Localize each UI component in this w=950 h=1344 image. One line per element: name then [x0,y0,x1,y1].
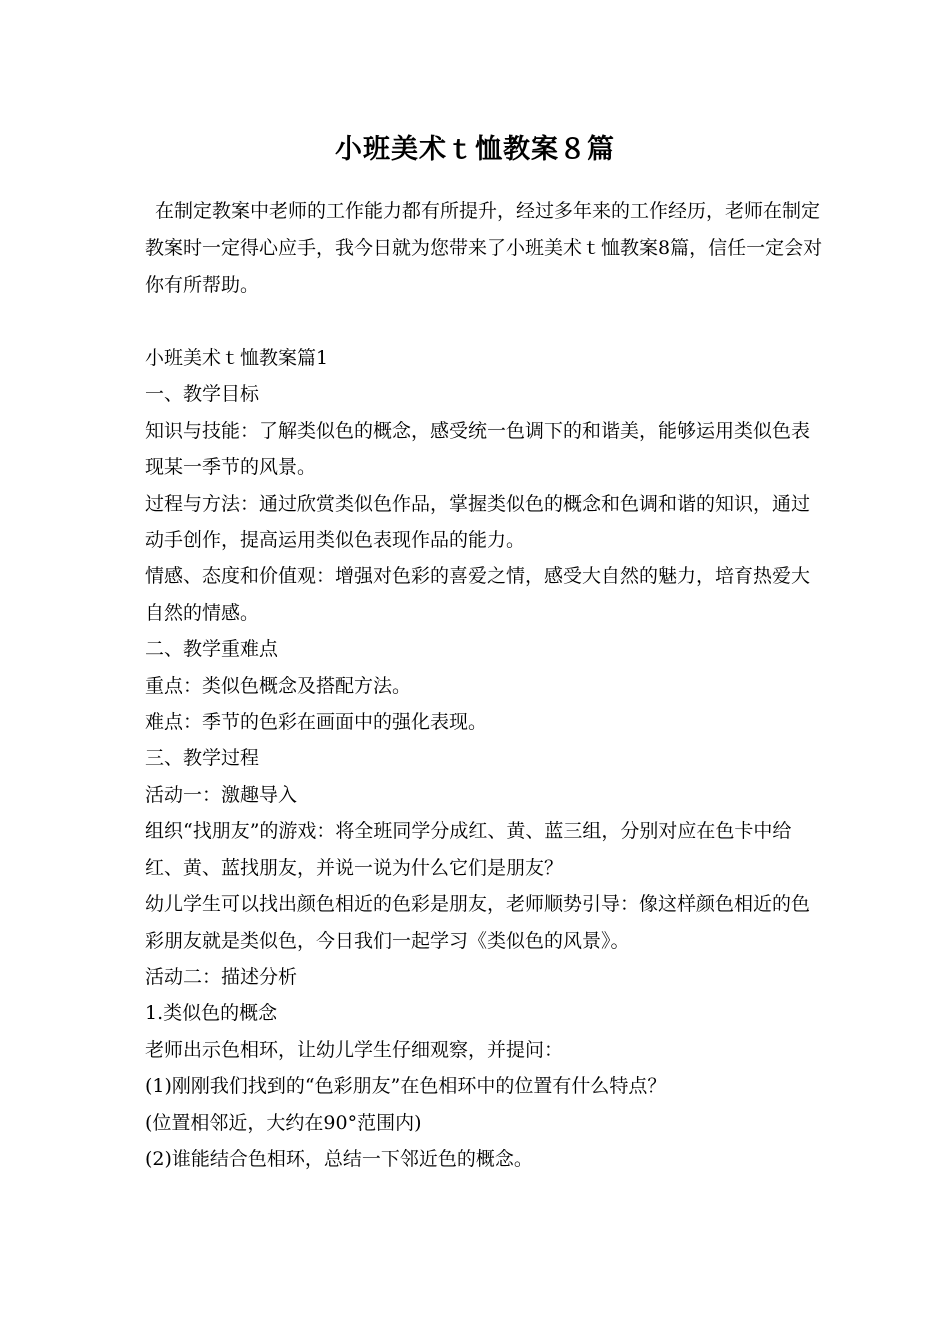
body-paragraph: 幼儿学生可以找出颜色相近的色彩是朋友，老师顺势引导：像这样颜色相近的色彩朋友就是类似色，今日我们一起学习《类似色的风景》。 [145,893,811,952]
body-paragraph: 组织“找朋友”的游戏：将全班同学分成红、黄、蓝三组，分别对应在色卡中给红、黄、蓝找朋友，并说一说为什么它们是朋友？ [145,820,792,879]
body-paragraph: 知识与技能：了解类似色的概念，感受统一色调下的和谐美，能够运用类似色表现某一季节的风景。 [145,419,811,479]
document-body [145,340,825,1177]
intro-paragraph: 在制定教案中老师的工作能力都有所提升，经过多年来的工作经历，老师在制定教案时一定得心应手，我今日就为您带来了小班美术ｔ恤教案8篇，信任一定会对你有所帮助。 [145,200,823,296]
body-paragraph: 一、教学目标 [145,383,260,406]
body-paragraph: 情感、态度和价值观：增强对色彩的喜爱之情，感受大自然的魅力，培育热爱大自然的情感。 [145,565,811,624]
body-paragraph: 1.类似色的概念 [145,1002,278,1025]
body-paragraph: 小班美术ｔ恤教案篇1 [145,347,329,369]
body-paragraph: 活动一：激趣导入 [145,783,298,806]
body-paragraph: (1)刚刚我们找到的“色彩朋友”在色相环中的位置有什么特点？ [145,1075,667,1098]
body-paragraph: 难点：季节的色彩在画面中的强化表现。 [145,711,488,734]
body-paragraph: 重点：类似色概念及搭配方法。 [145,674,412,697]
body-paragraph: (位置相邻近，大约在90°范围内) [145,1111,422,1134]
body-paragraph: 过程与方法：通过欣赏类似色作品，掌握类似色的概念和色调和谐的知识，通过动手创作，提高运用类似色表现作品的能力。 [145,492,811,552]
body-paragraph: 二、教学重难点 [145,638,279,661]
document-title: 小班美术ｔ恤教案８篇 [335,134,615,165]
body-paragraph: 老师出示色相环，让幼儿学生仔细观察，并提问： [145,1038,564,1061]
body-paragraph: 三、教学过程 [145,747,260,770]
body-paragraph: (2)谁能结合色相环，总结一下邻近色的概念。 [145,1147,533,1170]
body-paragraph: 活动二：描述分析 [145,965,298,988]
